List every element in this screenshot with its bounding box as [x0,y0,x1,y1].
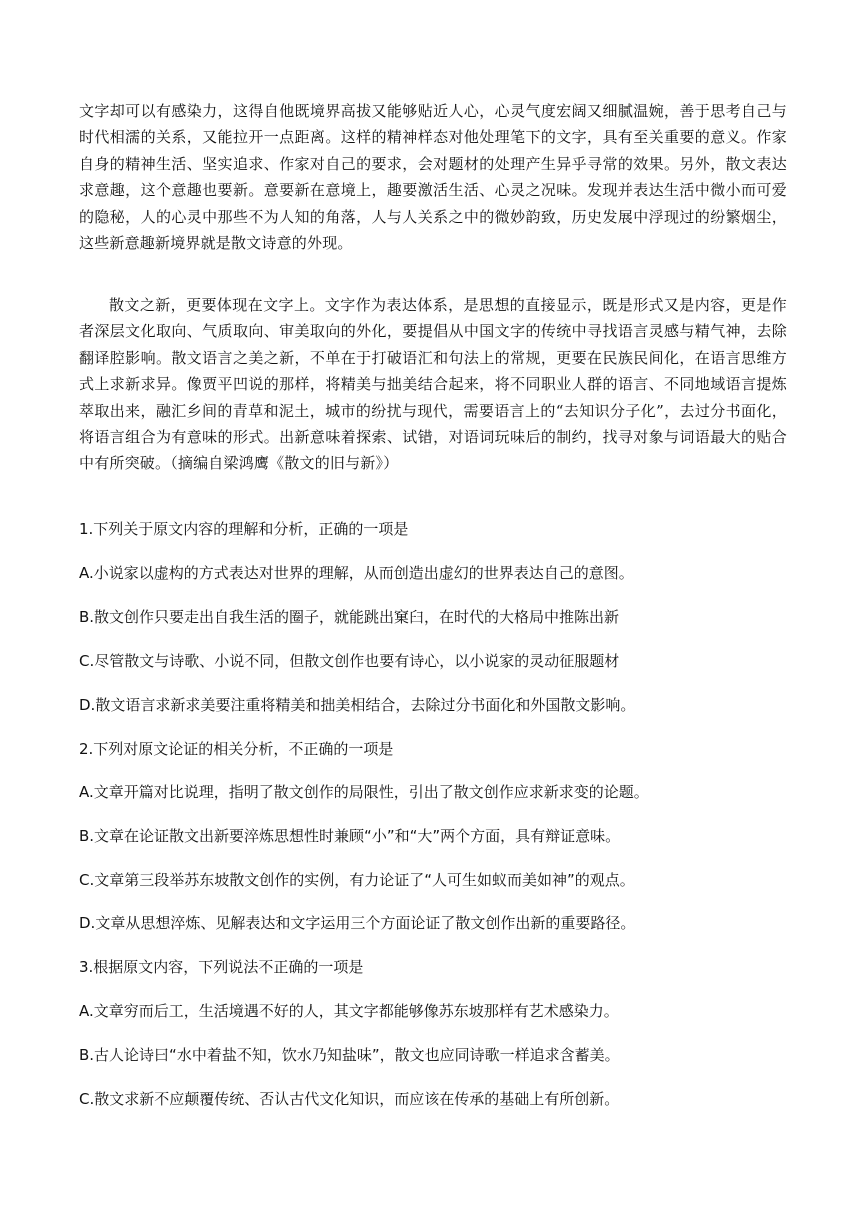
question-2-option-c: C.文章第三段举苏东坡散文创作的实例，有力论证了“人可生如蚁而美如神”的观点。 [79,871,635,889]
question-3-option-a: A.文章穷而后工，生活境遇不好的人，其文字都能够像苏东坡那样有艺术感染力。 [79,1002,619,1020]
passage-paragraph-1: 文字却可以有感染力，这得自他既境界高拔又能够贴近人心，心灵气度宏阔又细腻温婉，善于思考自己与时代相濡的关系，又能拉开一点距离。这样的精神样态对他处理笔下的文字，具有至关重要的意义。作家自身的精神生活、坚实追求、作家对自己的要求，会对题材的处理产生异乎寻常的效果。另外，散文表达求意趣，这个意趣也要新。意要新在意境上，趣要激活生活、心灵之况味。发现并表达生活中微小而可爱的隐秘，人的心灵中那些不为人知的角落，人与人关系之中的微妙韵致，历史发展中浮现过的纷繁烟尘，这些新意趣新境界就是散文诗意的外现。 [79,102,787,253]
question-1-option-a: A.小说家以虚构的方式表达对世界的理解，从而创造出虚幻的世界表达自己的意图。 [79,564,634,582]
passage-paragraph-2: 散文之新，更要体现在文字上。文字作为表达体系，是思想的直接显示，既是形式又是内容，更是作者深层文化取向、气质取向、审美取向的外化，要提倡从中国文字的传统中寻找语言灵感与精气神，去除翻译腔影响。散文语言之美之新，不单在于打破语汇和句法上的常规，更要在民族民间化，在语言思维方式上求新求异。像贾平凹说的那样，将精美与拙美结合起来，将不同职业人群的语言、不同地域语言提炼萃取出来，融汇乡间的青草和泥土，城市的纷扰与现代，需要语言上的“去知识分子化”，去过分书面化，将语言组合为有意味的形式。出新意味着探索、试错，对语词玩味后的制约，找寻对象与词语最大的贴合中有所突破。（摘编自梁鸿鹰《散文的旧与新》） [79,296,787,473]
question-1-option-d: D.散文语言求新求美要注重将精美和拙美相结合，去除过分书面化和外国散文影响。 [79,696,636,714]
question-2-option-d: D.文章从思想淬炼、见解表达和文字运用三个方面论证了散文创作出新的重要路径。 [79,914,636,932]
question-3-option-b: B.古人论诗曰“水中着盐不知，饮水乃知盐味”，散文也应同诗歌一样追求含蓄美。 [79,1046,620,1064]
question-1-stem: 1.下列关于原文内容的理解和分析，正确的一项是 [79,520,409,538]
question-2-option-b: B.文章在论证散文出新要淬炼思想性时兼顾“小”和“大”两个方面，具有辩证意味。 [79,827,621,845]
question-2-option-a: A.文章开篇对比说理，指明了散文创作的局限性，引出了散文创作应求新求变的论题。 [79,783,649,801]
question-1-option-b: B.散文创作只要走出自我生活的圈子，就能跳出窠臼，在时代的大格局中推陈出新 [79,608,620,626]
question-1-option-c: C.尽管散文与诗歌、小说不同，但散文创作也要有诗心，以小说家的灵动征服题材 [79,652,620,670]
question-3-stem: 3.根据原文内容，下列说法不正确的一项是 [79,958,364,976]
question-3-option-c: C.散文求新不应颠覆传统、否认古代文化知识，而应该在传承的基础上有所创新。 [79,1090,620,1108]
question-2-stem: 2.下列对原文论证的相关分析，不正确的一项是 [79,740,394,758]
